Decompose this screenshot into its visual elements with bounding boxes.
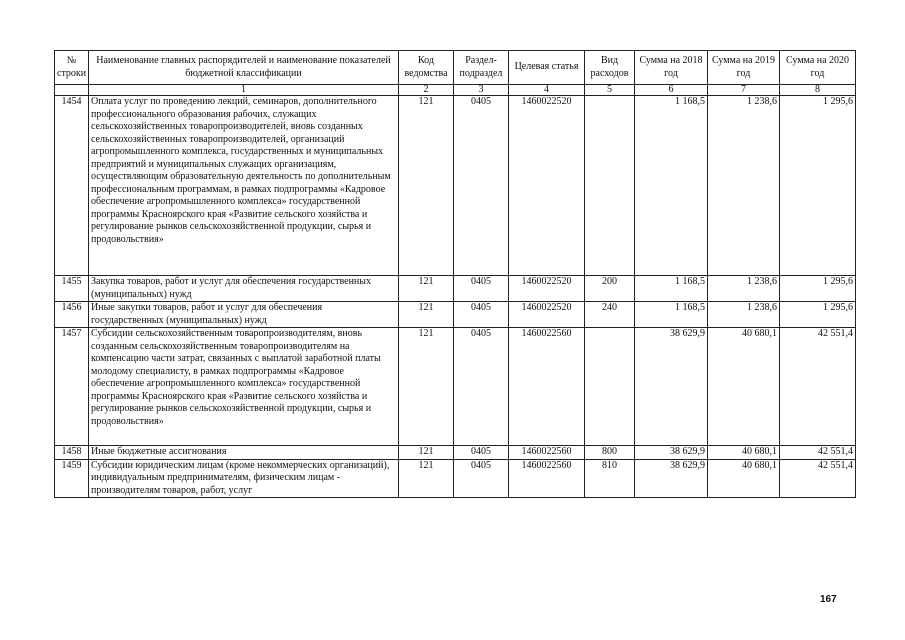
- expense-kind-cell: 200: [585, 276, 635, 302]
- row-number-cell: 1459: [55, 459, 89, 498]
- sum-2020-cell: 1 295,6: [780, 96, 856, 276]
- sum-2018-cell: 38 629,9: [635, 446, 708, 460]
- column-number-cell: 8: [780, 85, 856, 96]
- sum-2018-cell: 1 168,5: [635, 302, 708, 328]
- row-name-cell: Оплата услуг по проведению лекций, семинаров, дополнительного профессионального образования рабочих, служащих сельскохозяйственных товаропроизводителей, вновь созданных сельскохозяйственных товаропроизводителей, организаций агропромышленного комплекса, государственных и муниципальных предприятий и муниципальных служащих организациям, осуществляющим образовательную деятельность по дополнительным профессиональным программам, в рамках подпрограммы «Кадровое обеспечение агропромышленного комплекса» государственной программы Красноярского края «Развитие сельского хозяйства и регулирование рынков сельскохозяйственной продукции, сырья и продовольствия»: [89, 96, 399, 276]
- sum-2018-cell: 38 629,9: [635, 328, 708, 446]
- row-name-cell: Субсидии сельскохозяйственным товаропроизводителям, вновь созданным сельскохозяйственным товаропроизводителям на компенсацию части затрат, связанных с выплатой заработной платы молодому специалисту, в рамках подпрограммы «Кадровое обеспечение агропромышленного комплекса» государственной программы Красноярского края «Развитие сельского хозяйства и регулирование рынков сельскохозяйственной продукции, сырья и продовольствия»: [89, 328, 399, 446]
- column-number-cell: 7: [708, 85, 780, 96]
- header-row: [55, 51, 856, 85]
- budget-table-body: [55, 51, 856, 498]
- header-cell: Код ведомства: [399, 51, 454, 85]
- sum-2020-cell: 42 551,4: [780, 459, 856, 498]
- target-article-cell: 1460022520: [509, 96, 585, 276]
- target-article-cell: 1460022560: [509, 328, 585, 446]
- expense-kind-cell: 240: [585, 302, 635, 328]
- expense-kind-cell: [585, 96, 635, 276]
- column-number-cell: 6: [635, 85, 708, 96]
- table-row: [55, 446, 856, 460]
- table-row: [55, 276, 856, 302]
- section-cell: 0405: [454, 302, 509, 328]
- row-name-cell: Иные закупки товаров, работ и услуг для обеспечения государственных (муниципальных) нужд: [89, 302, 399, 328]
- row-number-cell: 1456: [55, 302, 89, 328]
- sum-2019-cell: 1 238,6: [708, 96, 780, 276]
- department-code-cell: 121: [399, 96, 454, 276]
- sum-2019-cell: 40 680,1: [708, 446, 780, 460]
- sum-2019-cell: 1 238,6: [708, 276, 780, 302]
- section-cell: 0405: [454, 459, 509, 498]
- row-name-cell: Субсидии юридическим лицам (кроме некоммерческих организаций), индивидуальным предпринимателям, физическим лицам - производителям товаров, работ, услуг: [89, 459, 399, 498]
- expense-kind-cell: [585, 328, 635, 446]
- row-number-cell: 1455: [55, 276, 89, 302]
- column-number-cell: 4: [509, 85, 585, 96]
- section-cell: 0405: [454, 276, 509, 302]
- table-row: [55, 96, 856, 276]
- department-code-cell: 121: [399, 276, 454, 302]
- column-number-cell: 5: [585, 85, 635, 96]
- department-code-cell: 121: [399, 459, 454, 498]
- sum-2020-cell: 1 295,6: [780, 276, 856, 302]
- sum-2019-cell: 1 238,6: [708, 302, 780, 328]
- table-row: [55, 459, 856, 498]
- budget-table: [54, 50, 856, 498]
- header-cell: Вид расходов: [585, 51, 635, 85]
- target-article-cell: 1460022560: [509, 459, 585, 498]
- header-cell: Наименование главных распорядителей и наименование показателей бюджетной классификации: [89, 51, 399, 85]
- sum-2020-cell: 42 551,4: [780, 328, 856, 446]
- department-code-cell: 121: [399, 446, 454, 460]
- sum-2018-cell: 1 168,5: [635, 96, 708, 276]
- header-cell: Целевая статья: [509, 51, 585, 85]
- row-name-cell: Иные бюджетные ассигнования: [89, 446, 399, 460]
- target-article-cell: 1460022520: [509, 276, 585, 302]
- header-cell: Сумма на 2019 год: [708, 51, 780, 85]
- row-number-cell: 1458: [55, 446, 89, 460]
- target-article-cell: 1460022520: [509, 302, 585, 328]
- row-number-cell: 1457: [55, 328, 89, 446]
- table-row: [55, 328, 856, 446]
- table-row: [55, 302, 856, 328]
- column-number-cell: [55, 85, 89, 96]
- sum-2018-cell: 38 629,9: [635, 459, 708, 498]
- sum-2019-cell: 40 680,1: [708, 459, 780, 498]
- section-cell: 0405: [454, 96, 509, 276]
- target-article-cell: 1460022560: [509, 446, 585, 460]
- sum-2020-cell: 42 551,4: [780, 446, 856, 460]
- expense-kind-cell: 810: [585, 459, 635, 498]
- sum-2018-cell: 1 168,5: [635, 276, 708, 302]
- header-cell: Раздел-подраздел: [454, 51, 509, 85]
- column-number-cell: 3: [454, 85, 509, 96]
- section-cell: 0405: [454, 328, 509, 446]
- column-number-cell: 1: [89, 85, 399, 96]
- sum-2019-cell: 40 680,1: [708, 328, 780, 446]
- header-cell: № строки: [55, 51, 89, 85]
- sum-2020-cell: 1 295,6: [780, 302, 856, 328]
- department-code-cell: 121: [399, 302, 454, 328]
- header-cell: Сумма на 2018 год: [635, 51, 708, 85]
- expense-kind-cell: 800: [585, 446, 635, 460]
- column-number-cell: 2: [399, 85, 454, 96]
- page-number: 167: [820, 594, 837, 605]
- row-number-cell: 1454: [55, 96, 89, 276]
- header-cell: Сумма на 2020 год: [780, 51, 856, 85]
- section-cell: 0405: [454, 446, 509, 460]
- row-name-cell: Закупка товаров, работ и услуг для обеспечения государственных (муниципальных) нужд: [89, 276, 399, 302]
- department-code-cell: 121: [399, 328, 454, 446]
- column-number-row: [55, 85, 856, 96]
